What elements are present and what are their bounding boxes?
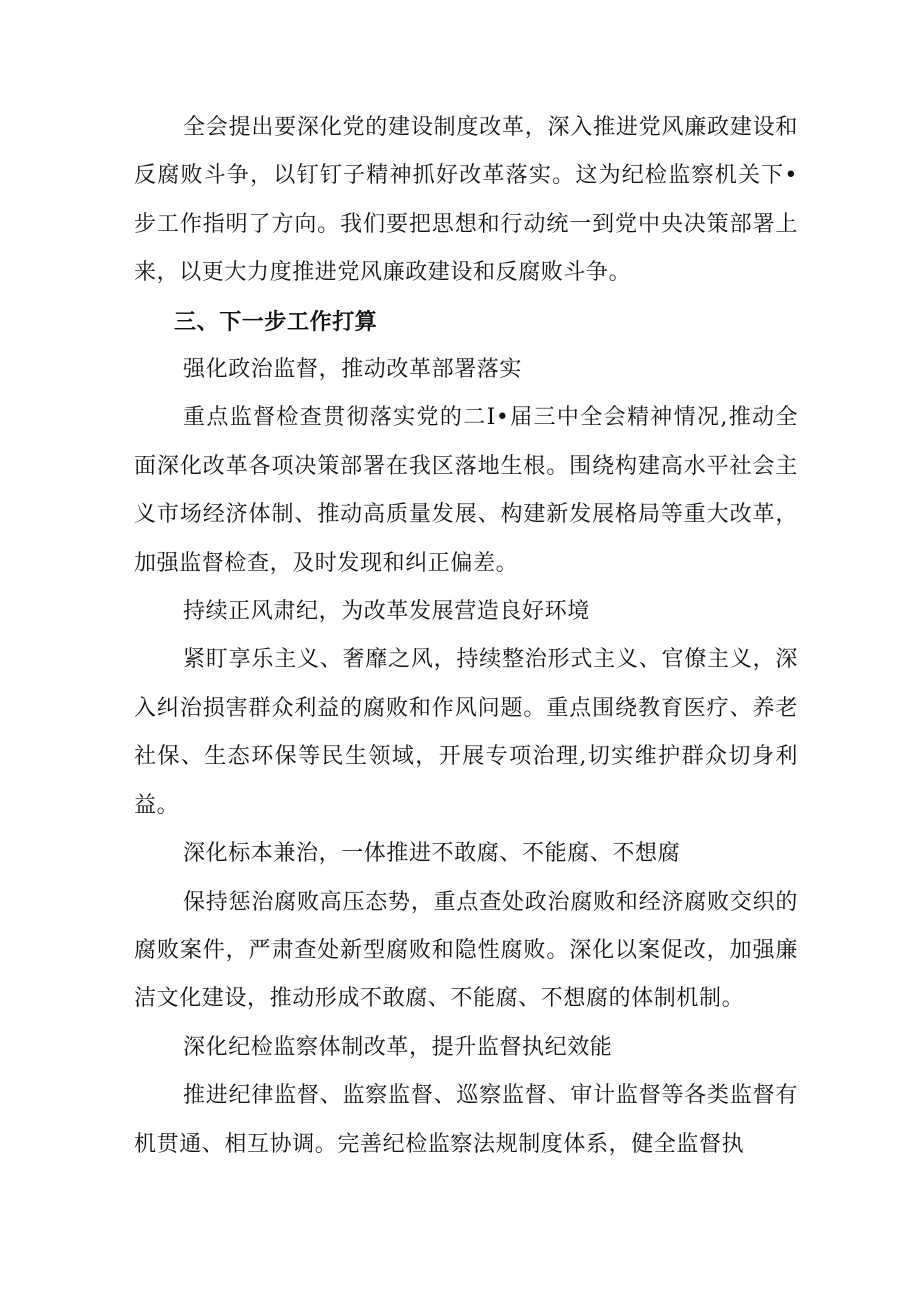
paragraph-system-reform: 推进纪律监督、监察监督、巡察监督、审计监督等各类监督有机贯通、相互协调。完善纪检监察法规制度体系，健全监督执 (134, 1083, 798, 1157)
subheading-anti-corruption: 深化标本兼治，一体推进不敢腐、不能腐、不想腐 (183, 841, 681, 867)
subheading-political-supervision: 强化政治监督，推动改革部署落实 (183, 357, 523, 383)
subheading-system-reform: 深化纪检监察体制改革，提升监督执纪效能 (183, 1034, 613, 1060)
document-page (134, 104, 798, 1169)
paragraph-discipline-conduct: 紧盯享乐主义、奢靡之风，持续整治形式主义、官僚主义，深入纠治损害群众利益的腐败和作风问题。重点围绕教育医疗、养老社保、生态环保等民生领域，开展专项治理,切实维护群众切身利益。 (134, 647, 798, 818)
paragraph-anti-corruption: 保持惩治腐败高压态势，重点查处政治腐败和经济腐败交织的腐败案件，严肃查处新型腐败和隐性腐败。深化以案促改，加强廉洁文化建设，推动形成不敢腐、不能腐、不想腐的体制机制。 (134, 889, 798, 1012)
subheading-discipline-conduct: 持续正风肃纪，为改革发展营造良好环境 (183, 599, 590, 625)
paragraph-political-supervision: 重点监督检查贯彻落实党的二I•届三中全会精神情况,推动全面深化改革各项决策部署在我区落地生根。围绕构建高水平社会主义市场经济体制、推动高质量发展、构建新发展格局等重大改革，加强监督检查，及时发现和纠正偏差。 (134, 405, 798, 576)
section-heading: 三、下一步工作打算 (174, 308, 378, 335)
intro-paragraph: 全会提出要深化党的建设制度改革，深入推进党风廉政建设和反腐败斗争，以钉钉子精神抓好改革落实。这为纪检监察机关下•步工作指明了方向。我们要把思想和行动统一到党中央决策部署上来，以更大力度推进党风廉政建设和反腐败斗争。 (134, 115, 798, 286)
